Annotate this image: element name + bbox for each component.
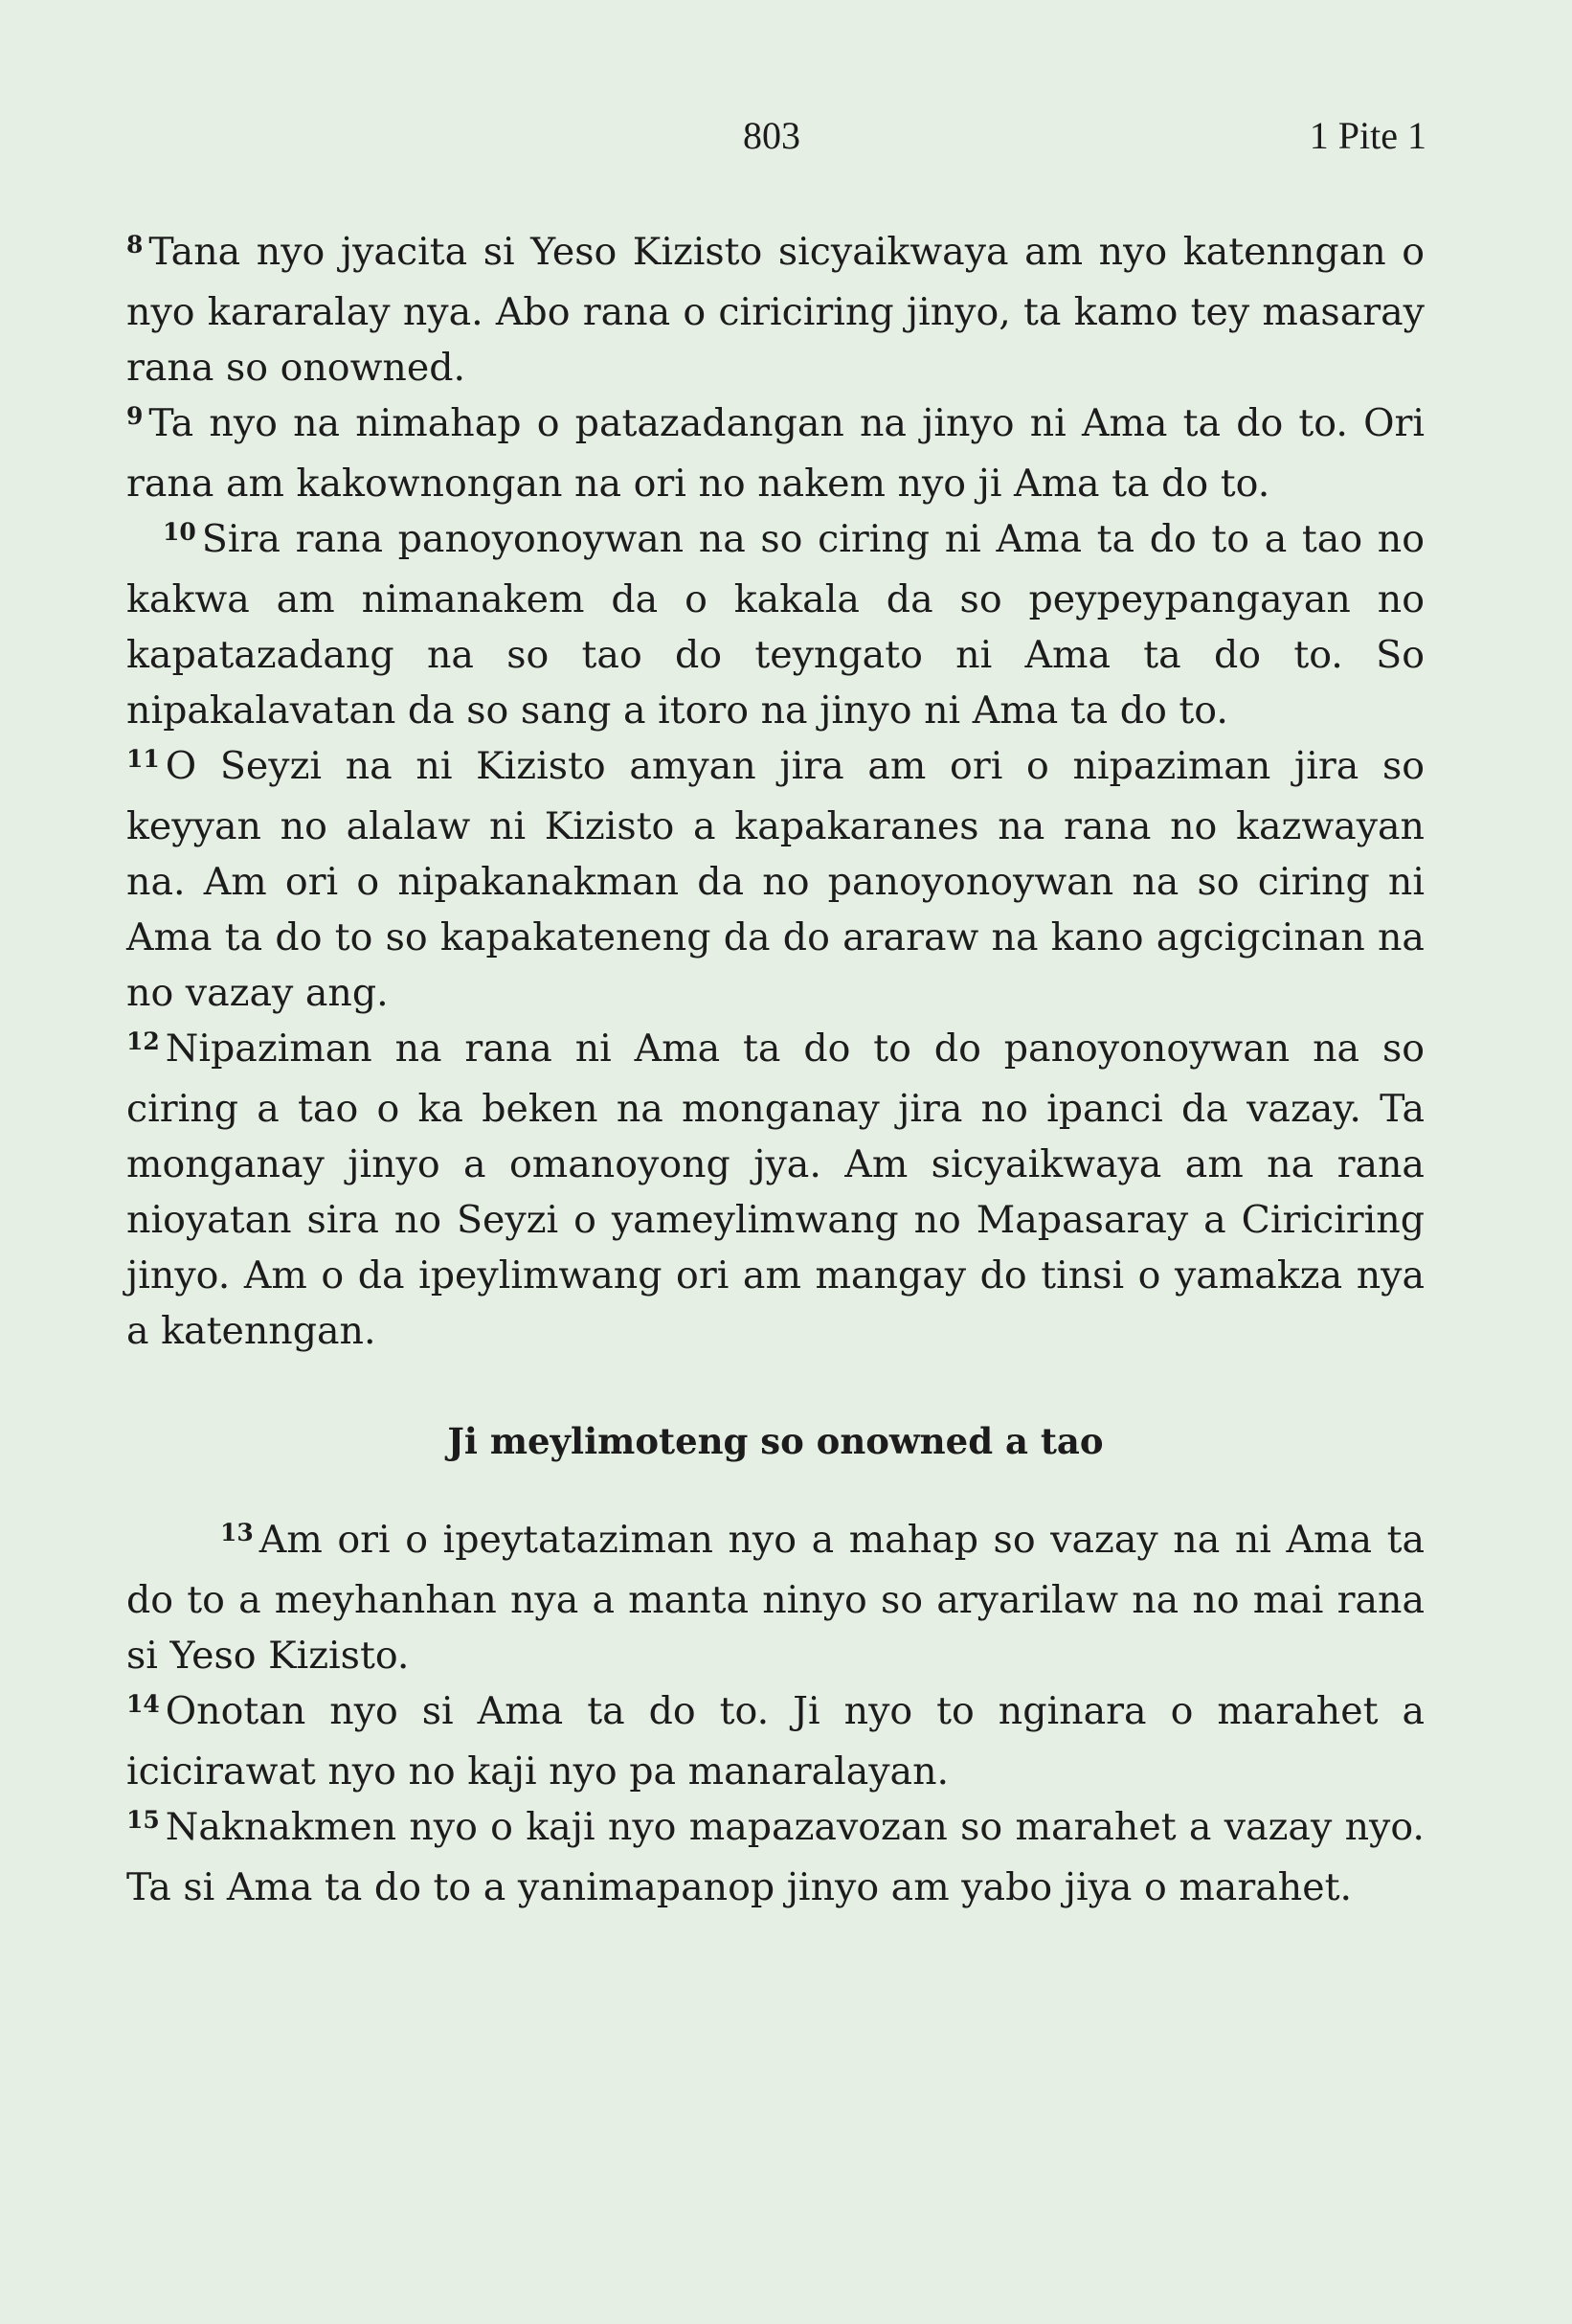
- verse-10: [126, 511, 1425, 738]
- verse-11: [126, 738, 1425, 1021]
- verse-number: 13: [220, 1519, 254, 1546]
- verse-number: 15: [126, 1806, 160, 1834]
- running-head: 1 Pite 1: [1309, 114, 1426, 157]
- verse-number: 14: [126, 1690, 160, 1718]
- page-number: 803: [743, 114, 800, 157]
- verse-14: [126, 1683, 1425, 1799]
- verse-15: [126, 1799, 1425, 1915]
- verse-text: Nipaziman na rana ni Ama ta do to do panoyonoywan na so ciring a tao o ka beken na monganay jira no ipanci da vazay. Ta monganay jinyo a omanoyong jya. Am sicyaikwaya am na rana nioyatan sira no Seyzi o yameylimwang no Mapasaray a Ciriciring jinyo. Am o da ipeylimwang ori am mangay do tinsi o yamakza nya a katenngan.: [126, 1027, 1425, 1353]
- section-heading: Ji meylimoteng so onowned a tao: [447, 1420, 1104, 1462]
- verse-8: [126, 224, 1425, 395]
- verse-number: 10: [163, 518, 196, 546]
- verse-text: O Seyzi na ni Kizisto amyan jira am ori o nipaziman jira so keyyan no alalaw ni Kizisto a kapakaranes na rana no kazwayan na. Am ori o nipakanakman da no panoyonoywan na so ciring ni Ama ta do to so kapakateneng da do araraw na kano agcigcinan na no vazay ang.: [126, 744, 1425, 1015]
- scripture-text: [126, 224, 1425, 1915]
- verse-text: Naknakmen nyo o kaji nyo mapazavozan so marahet a vazay nyo. Ta si Ama ta do to a yanimapanop jinyo am yabo jiya o marahet.: [126, 1805, 1425, 1909]
- verse-number: 9: [126, 402, 144, 430]
- verse-13: [126, 1512, 1425, 1683]
- page-header: [0, 113, 1572, 161]
- verse-text: Am ori o ipeytataziman nyo a mahap so vazay na ni Ama ta do to a meyhanhan nya a manta ninyo so aryarilaw na no mai rana si Yeso Kizisto.: [126, 1518, 1425, 1678]
- verse-number: 11: [126, 745, 160, 773]
- verse-text: Ta nyo na nimahap o patazadangan na jinyo ni Ama ta do to. Ori rana am kakownongan na ori no nakem nyo ji Ama ta do to.: [126, 401, 1425, 506]
- verse-text: Sira rana panoyonoywan na so ciring ni Ama ta do to a tao no kakwa am nimanakem da o kakala da so peypeypangayan no kapatazadang na so tao do teyngato ni Ama ta do to. So nipakalavatan da so sang a itoro na jinyo ni Ama ta do to.: [126, 517, 1425, 733]
- verse-text: Onotan nyo si Ama ta do to. Ji nyo to nginara o marahet a icicirawat nyo no kaji nyo pa manaralayan.: [126, 1689, 1425, 1794]
- verse-number: 12: [126, 1027, 160, 1055]
- verse-text: Tana nyo jyacita si Yeso Kizisto sicyaikwaya am nyo katenngan o nyo kararalay nya. Abo rana o ciriciring jinyo, ta kamo tey masaray rana so onowned.: [126, 230, 1425, 390]
- verse-12: [126, 1021, 1425, 1359]
- verse-9: [126, 395, 1425, 511]
- verse-number: 8: [126, 231, 144, 259]
